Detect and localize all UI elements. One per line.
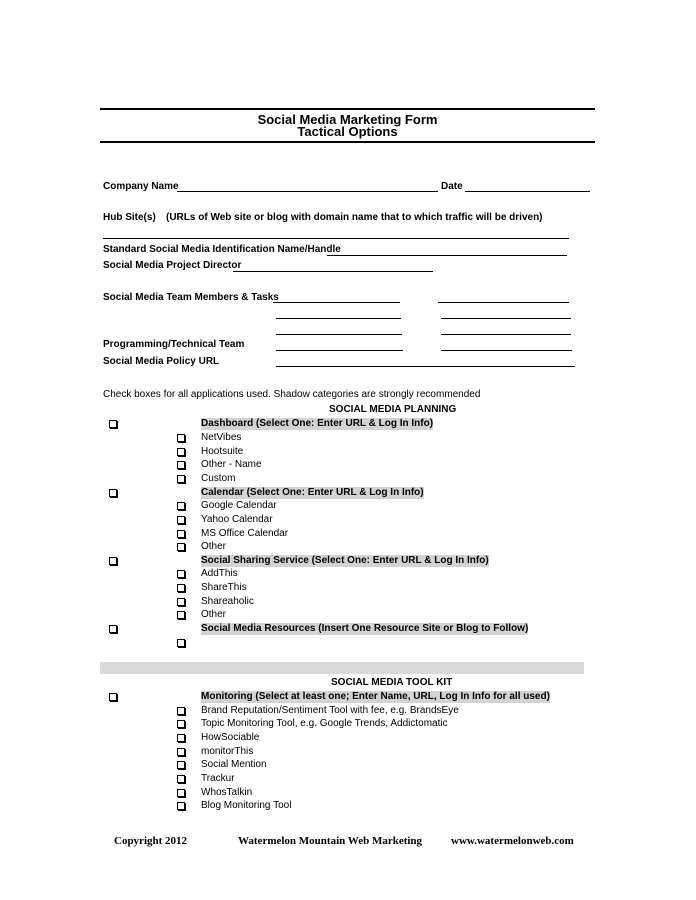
policy-url-label: Social Media Policy URL	[103, 356, 220, 367]
team-member-field[interactable]	[276, 318, 401, 319]
team-member-field[interactable]	[273, 302, 400, 303]
programming-team-field[interactable]	[276, 350, 403, 351]
addthis-checkbox[interactable]	[177, 570, 185, 578]
hootsuite-label: Hootsuite	[201, 446, 244, 457]
netvibes-checkbox[interactable]	[177, 434, 185, 442]
hub-sites-note: (URLs of Web site or blog with domain name that to which traffic will be driven)	[166, 212, 543, 223]
topic-monitoring-checkbox[interactable]	[177, 720, 185, 728]
sharing-other-label: Other	[201, 609, 227, 620]
page-subtitle: Tactical Options	[297, 124, 398, 139]
dashboard-checkbox[interactable]	[109, 420, 117, 428]
sharethis-checkbox[interactable]	[177, 584, 185, 592]
hub-sites-label: Hub Site(s)	[103, 212, 156, 223]
team-member-field[interactable]	[441, 334, 571, 335]
monitoring-checkbox[interactable]	[109, 693, 117, 701]
team-member-field[interactable]	[438, 302, 569, 303]
team-members-label: Social Media Team Members & Tasks	[103, 292, 279, 303]
instructions: Check boxes for all applications used. Shadow categories are strongly recommended	[103, 389, 481, 400]
addthis-label: AddThis	[201, 568, 238, 579]
team-member-field[interactable]	[441, 318, 571, 319]
calendar-other-checkbox[interactable]	[177, 543, 185, 551]
brand-reputation-checkbox[interactable]	[177, 707, 185, 715]
section-divider-band	[100, 662, 584, 674]
footer-website: www.watermelonweb.com	[451, 835, 574, 847]
footer-company: Watermelon Mountain Web Marketing	[238, 835, 423, 847]
brand-reputation-label: Brand Reputation/Sentiment Tool with fee, e.g. BrandsEye	[201, 705, 459, 716]
planning-heading: SOCIAL MEDIA PLANNING	[329, 404, 457, 415]
dashboard-other-label: Other - Name	[201, 459, 262, 470]
monitorthis-checkbox[interactable]	[177, 748, 185, 756]
shareaholic-label: Shareaholic	[201, 596, 254, 607]
topic-monitoring-label: Topic Monitoring Tool, e.g. Google Trends, Addictomatic	[201, 718, 448, 729]
team-member-field[interactable]	[276, 334, 402, 335]
ms-office-calendar-checkbox[interactable]	[177, 530, 185, 538]
company-name-label: Company Name	[103, 181, 179, 192]
social-mention-checkbox[interactable]	[177, 761, 185, 769]
hub-sites-field[interactable]	[103, 238, 569, 239]
google-calendar-checkbox[interactable]	[177, 502, 185, 510]
date-label: Date	[441, 181, 463, 192]
dashboard-other-checkbox[interactable]	[177, 461, 185, 469]
blog-monitoring-checkbox[interactable]	[177, 802, 185, 810]
date-field[interactable]	[465, 191, 590, 192]
calendar-title: Calendar (Select One: Enter URL & Log In Info)	[201, 487, 424, 498]
monitoring-title: Monitoring (Select at least one; Enter Name, URL, Log In Info for all used)	[201, 691, 550, 702]
project-director-label: Social Media Project Director	[103, 260, 242, 271]
company-name-field[interactable]	[177, 191, 438, 192]
shareaholic-checkbox[interactable]	[177, 598, 185, 606]
sharethis-label: ShareThis	[201, 582, 247, 593]
blog-monitoring-label: Blog Monitoring Tool	[201, 800, 292, 811]
header-bottom-rule	[100, 141, 595, 143]
resource-site-checkbox[interactable]	[177, 639, 185, 647]
dashboard-title: Dashboard (Select One: Enter URL & Log In Info)	[201, 418, 434, 429]
netvibes-label: NetVibes	[201, 432, 242, 443]
top-rule	[100, 108, 595, 110]
social-sharing-checkbox[interactable]	[109, 557, 117, 565]
hootsuite-checkbox[interactable]	[177, 448, 185, 456]
custom-label: Custom	[201, 473, 236, 484]
programming-team-label: Programming/Technical Team	[103, 339, 245, 350]
toolkit-heading: SOCIAL MEDIA TOOL KIT	[331, 677, 453, 688]
whostalkin-checkbox[interactable]	[177, 789, 185, 797]
footer-copyright: Copyright 2012	[114, 835, 188, 847]
sharing-other-checkbox[interactable]	[177, 611, 185, 619]
social-sharing-title: Social Sharing Service (Select One: Enter URL & Log In Info)	[201, 555, 489, 566]
howsociable-label: HowSociable	[201, 732, 260, 743]
ms-office-calendar-label: MS Office Calendar	[201, 528, 289, 539]
calendar-checkbox[interactable]	[109, 489, 117, 497]
standard-id-label: Standard Social Media Identification Name/Handle	[103, 244, 341, 255]
howsociable-checkbox[interactable]	[177, 734, 185, 742]
whostalkin-label: WhosTalkin	[201, 787, 253, 798]
yahoo-calendar-label: Yahoo Calendar	[201, 514, 273, 525]
trackur-label: Trackur	[201, 773, 235, 784]
policy-url-field[interactable]	[276, 366, 575, 367]
custom-checkbox[interactable]	[177, 475, 185, 483]
google-calendar-label: Google Calendar	[201, 500, 277, 511]
social-mention-label: Social Mention	[201, 759, 267, 770]
page-title: Social Media Marketing Form	[257, 112, 438, 127]
standard-id-field[interactable]	[327, 255, 567, 256]
programming-team-field[interactable]	[441, 350, 572, 351]
project-director-field[interactable]	[233, 271, 433, 272]
calendar-other-label: Other	[201, 541, 227, 552]
trackur-checkbox[interactable]	[177, 775, 185, 783]
monitorthis-label: monitorThis	[201, 746, 254, 757]
yahoo-calendar-checkbox[interactable]	[177, 516, 185, 524]
resources-title: Social Media Resources (Insert One Resource Site or Blog to Follow)	[201, 623, 529, 634]
resources-checkbox[interactable]	[109, 625, 117, 633]
